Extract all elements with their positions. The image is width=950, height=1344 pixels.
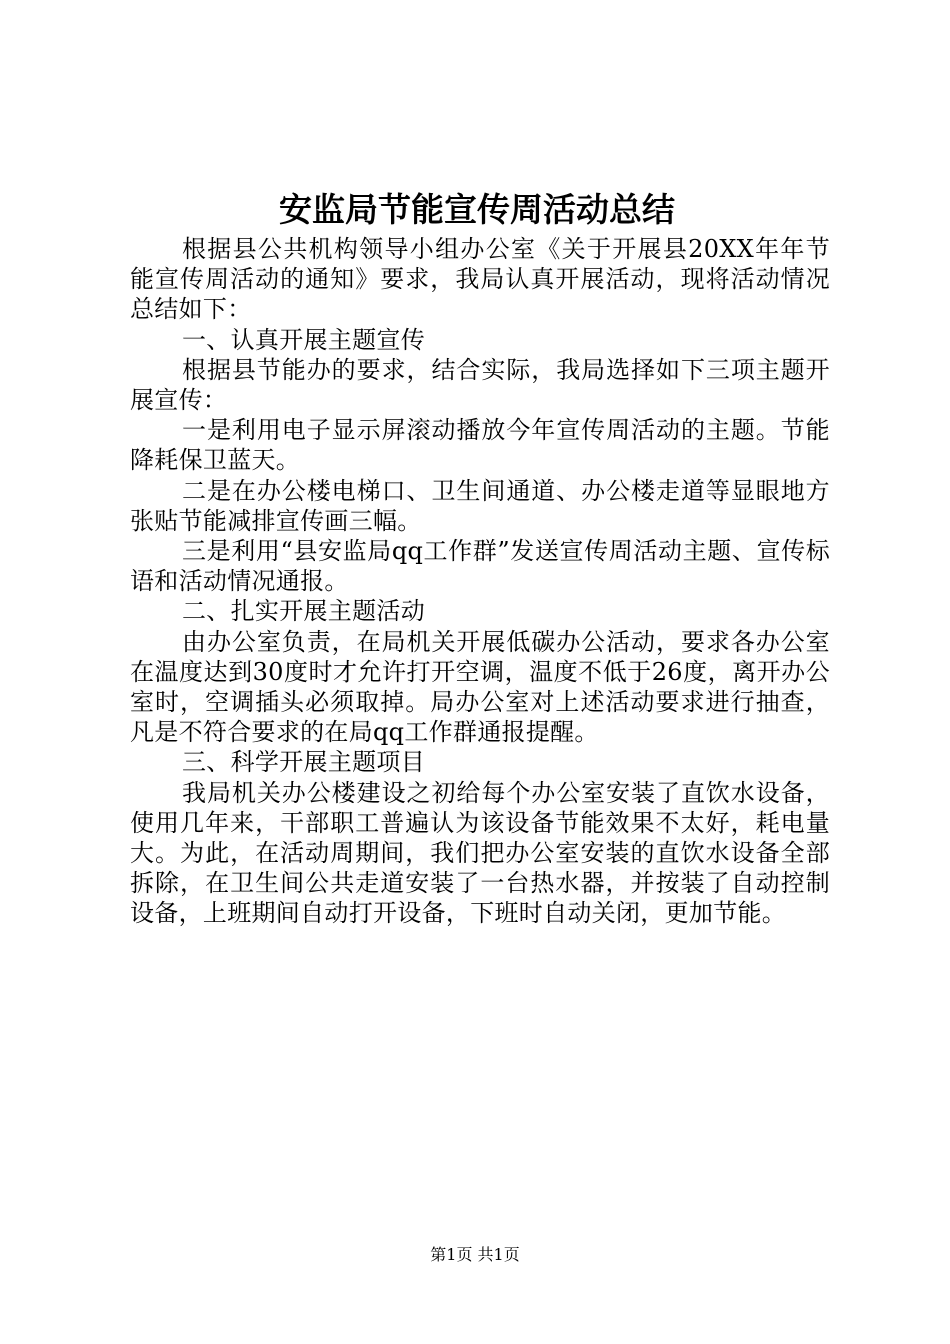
page-footer: 第1页 共1页 (430, 1245, 520, 1264)
document-body (130, 186, 830, 929)
section-3-heading: 三、科学开展主题项目 (182, 748, 425, 777)
section-2-heading: 二、扎实开展主题活动 (182, 597, 425, 626)
section-1-item-2: 二是在办公楼电梯口、卫生间通道、办公楼走道等显眼地方张贴节能减排宣传画三幅。 (130, 476, 830, 535)
section-3-body: 我局机关办公楼建设之初给每个办公室安装了直饮水设备，使用几年来，干部职工普遍认为该设备节能效果不太好，耗电量大。为此，在活动周期间，我们把办公室安装的直饮水设备全部拆除，在卫生间公共走道安装了一台热水器，并按装了自动控制设备，上班期间自动打开设备，下班时自动关闭，更加节能。 (130, 778, 830, 928)
section-2-body: 由办公室负责，在局机关开展低碳办公活动，要求各办公室在温度达到30度时才允许打开空调，温度不低于26度，离开办公室时，空调插头必须取掉。局办公室对上述活动要求进行抽查，凡是不符合要求的在局qq工作群通报提醒。 (130, 627, 830, 747)
intro-paragraph: 根据县公共机构领导小组办公室《关于开展县20XX年年节能宣传周活动的通知》要求，我局认真开展活动，现将活动情况总结如下： (130, 235, 830, 324)
section-1-heading: 一、认真开展主题宣传 (182, 325, 425, 354)
section-1-item-3: 三是利用“县安监局qq工作群”发送宣传周活动主题、宣传标语和活动情况通报。 (130, 537, 830, 596)
section-1-item-1: 一是利用电子显示屏滚动播放今年宣传周活动的主题。节能降耗保卫蓝天。 (130, 416, 830, 475)
document-title: 安监局节能宣传周活动总结 (279, 190, 675, 229)
section-1-lead: 根据县节能办的要求，结合实际，我局选择如下三项主题开展宣传： (130, 355, 830, 415)
